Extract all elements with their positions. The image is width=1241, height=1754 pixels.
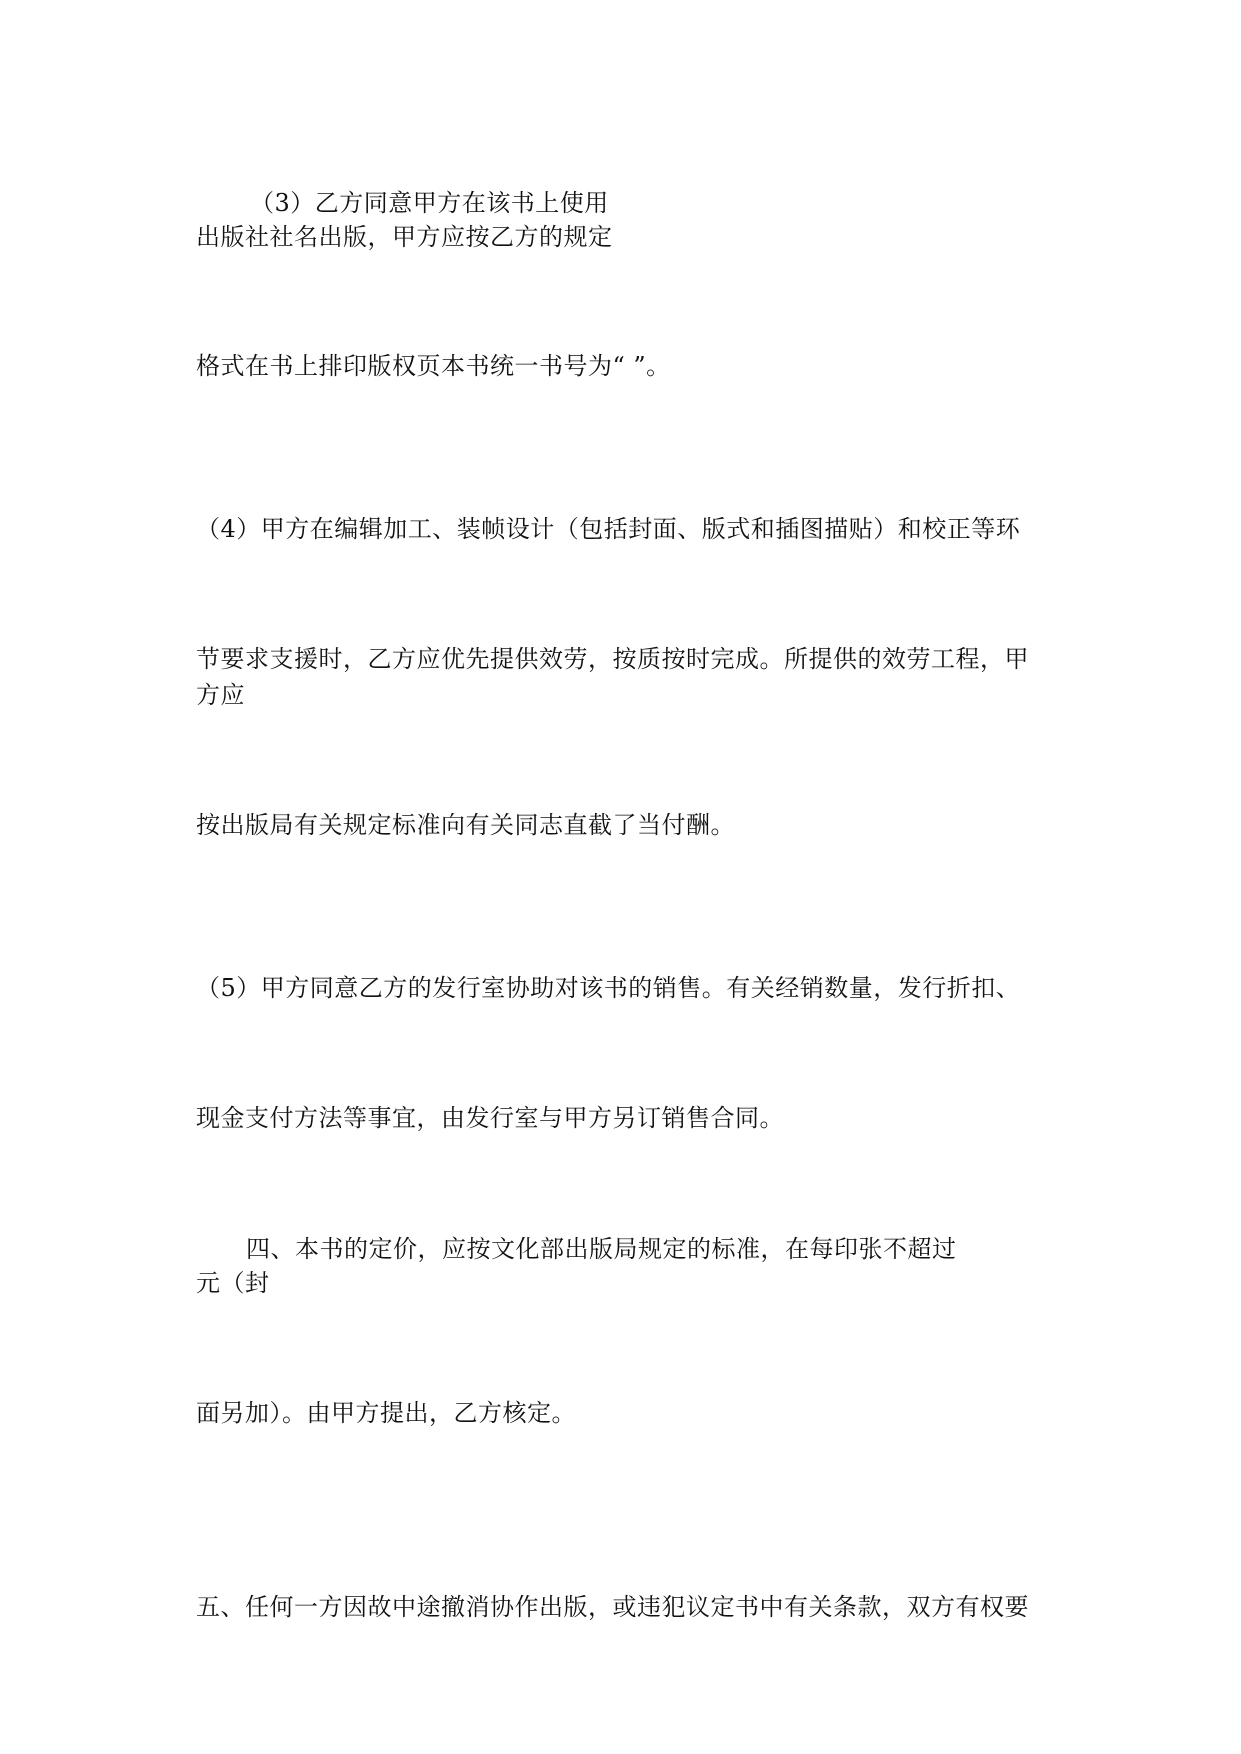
clause-4-line-1: （4）甲方在编辑加工、装帧设计（包括封面、版式和插图描贴）和校正等环 [196, 515, 1021, 543]
clause-3-line-2: 出版社社名出版，甲方应按乙方的规定 [196, 223, 613, 251]
clause-3-line-1: （3）乙方同意甲方在该书上使用 [250, 189, 609, 217]
section-5-line-1: 五、任何一方因故中途撤消协作出版，或违犯议定书中有关条款，双方有权要 [196, 1593, 1029, 1621]
clause-4-line-2: 节要求支援时，乙方应优先提供效劳，按质按时完成。所提供的效劳工程，甲 [196, 645, 1029, 673]
clause-4-line-4: 按出版局有关规定标准向有关同志直截了当付酬。 [196, 811, 735, 839]
section-4-line-1: 四、本书的定价，应按文化部出版局规定的标准，在每印张不超过 [246, 1235, 957, 1263]
section-4-line-3: 面另加）。由甲方提出，乙方核定。 [196, 1399, 576, 1427]
section-4-line-2: 元（封 [196, 1269, 270, 1297]
clause-3-line-3: 格式在书上排印版权页本书统一书号为“ ”。 [196, 352, 671, 380]
clause-4-line-3: 方应 [196, 681, 245, 709]
clause-5-line-1: （5）甲方同意乙方的发行室协助对该书的销售。有关经销数量，发行折扣、 [196, 974, 1021, 1002]
clause-5-line-2: 现金支付方法等事宜，由发行室与甲方另订销售合同。 [196, 1104, 784, 1132]
